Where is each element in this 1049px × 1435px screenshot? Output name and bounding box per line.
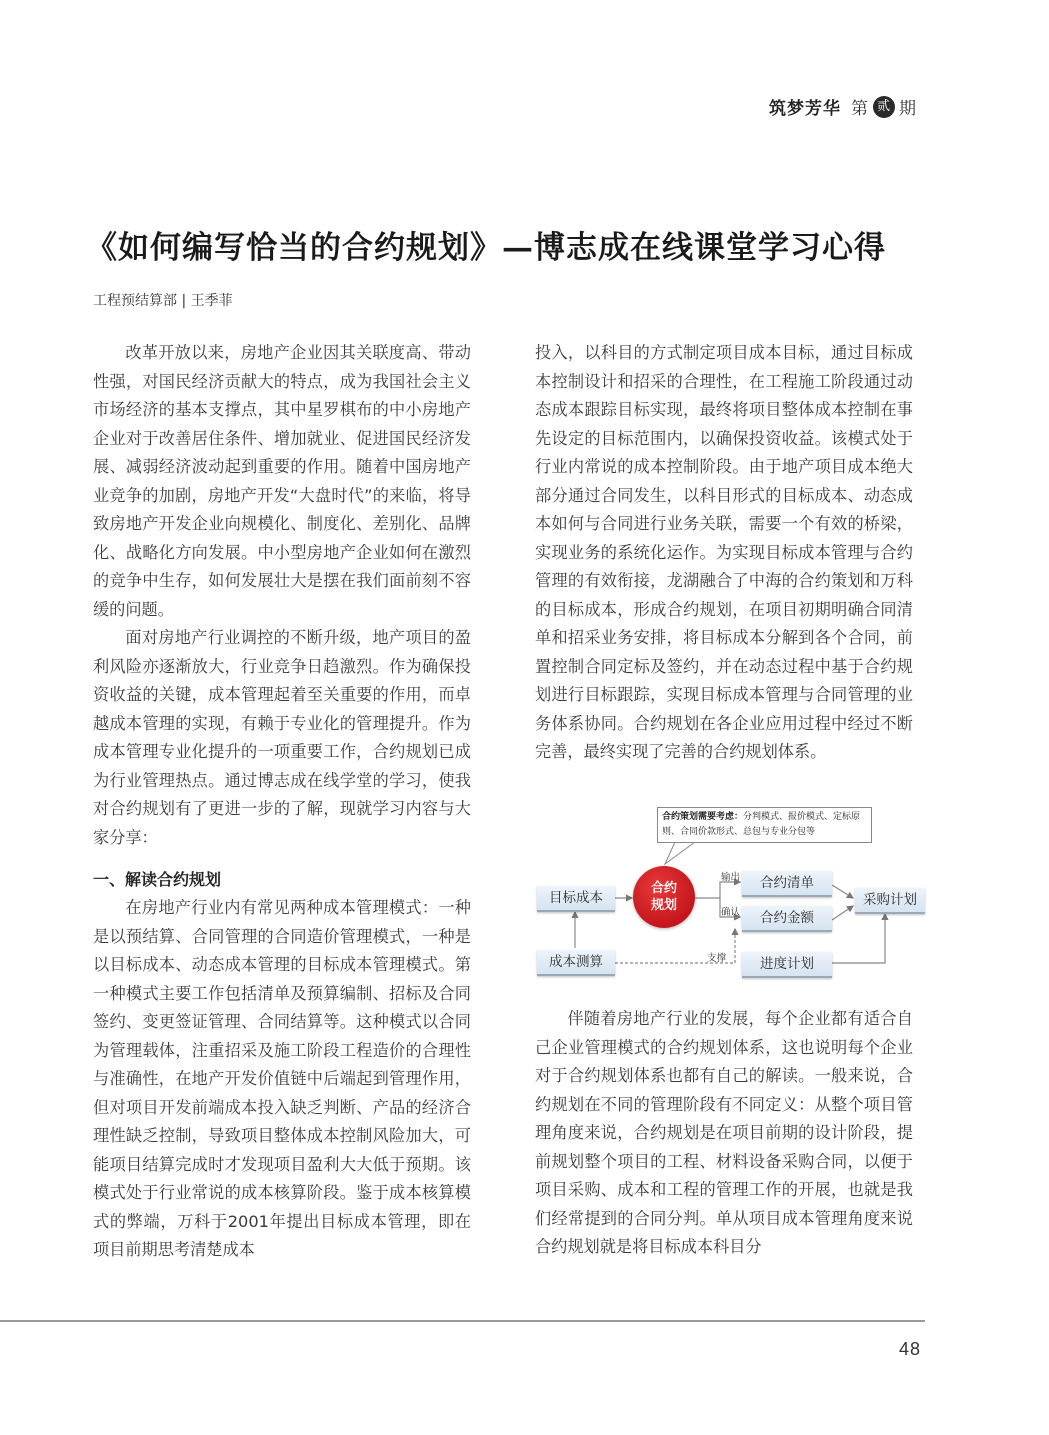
diagram-callout (657, 807, 872, 843)
section1-left-column (93, 894, 471, 1265)
node-contract-amount: 合约金额 (742, 906, 832, 932)
arrow-amount-to-procurement (832, 906, 853, 920)
edge-label-output: 输出 (721, 872, 741, 883)
after-diagram-column (535, 1005, 913, 1262)
intro-column (93, 339, 471, 852)
after-diagram-paragraph: 伴随着房地产行业的发展，每个企业都有适合自己企业管理模式的合约规划体系，这也说明每个企业对于合约规划体系也都有自己的解读。一般来说，合约规划在不同的管理阶段有不同定义：从整个项目管理角度来说，合约规划是在项目前期的设计阶段，提前规划整个项目的工程、材料设备采购合同，以便于项目采购、成本和工程的管理工作的开展，也就是我们经常提到的合同分判。单从项目成本管理角度来说合约规划就是将目标成本科目分 (535, 1009, 913, 1256)
article-title: 《如何编写恰当的合约规划》—博志成在线课堂学习心得 (86, 230, 886, 266)
arrow-schedule-to-procurement (832, 914, 885, 963)
section1-paragraph: 在房地产行业内有常见两种成本管理模式：一种是以预结算、合同管理的合同造价管理模式，一种是以目标成本、动态成本管理的目标成本管理模式。第一种模式主要工作包括清单及预算编制、招标及合同签约、变更签证管理、合同结算等。这种模式以合同为管理载体，注重招采及施工阶段工程造价的合理性与准确性，在地产开发价值链中后端起到管理作用，但对项目开发前端成本投入缺乏判断、产品的经济合理性缺乏控制，导致项目整体成本控制风险加大，可能项目结算完成时才发现项目盈利大大低于预期。该模式处于行业常说的成本核算阶段。鉴于成本核算模式的弊端，万科于2001年提出目标成本管理，即在项目前期思考清楚成本 (93, 898, 471, 1259)
magazine-header (769, 94, 917, 119)
callout-heading: 合约策划需要考虑： (662, 812, 744, 822)
center-node-label: 合约规划 (650, 881, 677, 913)
connector-center-branch (695, 882, 740, 898)
issue-number-badge: 贰 (873, 96, 895, 118)
callout-pointer (665, 842, 695, 864)
footer-divider (0, 1320, 925, 1322)
section1-right-column (535, 339, 913, 767)
article-byline: 工程预结算部 | 王季菲 (93, 293, 233, 309)
node-schedule: 进度计划 (742, 952, 832, 978)
section-heading: 一、解读合约规划 (93, 870, 222, 889)
contract-planning-diagram (535, 802, 925, 982)
magazine-brand: 筑梦芳华 (769, 99, 841, 119)
arrow-list-to-procurement (832, 885, 853, 898)
node-cost-estimate: 成本测算 (537, 950, 615, 976)
node-procurement-plan: 采购计划 (855, 888, 925, 914)
intro-paragraph-2: 面对房地产行业调控的不断升级，地产项目的盈利风险亦逐渐放大，行业竞争日趋激烈。作为确保投资收益的关键，成本管理起着至关重要的作用，而卓越成本管理的实现，有赖于专业化的管理提升。作为成本管理专业化提升的一项重要工作，合约规划已成为行业管理热点。通过博志成在线学堂的学习，使我对合约规划有了更进一步的了解，现就学习内容与大家分享： (93, 628, 471, 847)
issue-prefix: 第 (851, 99, 869, 119)
issue-suffix: 期 (899, 99, 917, 119)
node-target-cost: 目标成本 (537, 886, 615, 912)
center-node-contract-planning (633, 866, 695, 928)
page-number: 48 (898, 1339, 921, 1359)
callout-text: 分判模式、报价模式、定标原则、合同价款形式、总包与专业分包等 (662, 812, 861, 837)
intro-paragraph-1: 改革开放以来，房地产企业因其关联度高、带动性强，对国民经济贡献大的特点，成为我国社会主义市场经济的基本支撑点，其中星罗棋布的中小房地产企业对于改善居住条件、增加就业、促进国民经济发展、减弱经济波动起到重要的作用。随着中国房地产业竞争的加剧，房地产开发“大盘时代”的来临，将导致房地产开发企业向规模化、制度化、差别化、品牌化、战略化方向发展。中小型房地产企业如何在激烈的竞争中生存，如何发展壮大是摆在我们面前刻不容缓的问题。 (93, 343, 471, 619)
edge-label-confirm: 确认 (721, 907, 741, 918)
node-contract-list: 合约清单 (742, 871, 832, 897)
edge-label-support: 支撑 (707, 953, 727, 964)
section1-paragraph-continued: 投入，以科目的方式制定项目成本目标，通过目标成本控制设计和招采的合理性，在工程施工阶段通过动态成本跟踪目标实现，最终将项目整体成本控制在事先设定的目标范围内，以确保投资收益。该模式处于行业内常说的成本控制阶段。由于地产项目成本绝大部分通过合同发生，以科目形式的目标成本、动态成本如何与合同进行业务关联，需要一个有效的桥梁，实现业务的系统化运作。为实现目标成本管理与合约管理的有效衔接，龙湖融合了中海的合约策划和万科的目标成本，形成合约规划，在项目初期明确合同清单和招采业务安排，将目标成本分解到各个合同，前置控制合同定标及签约，并在动态过程中基于合约规划进行目标跟踪，实现目标成本管理与合同管理的业务体系协同。合约规划在各企业应用过程中经过不断完善，最终实现了完善的合约规划体系。 (535, 343, 913, 761)
